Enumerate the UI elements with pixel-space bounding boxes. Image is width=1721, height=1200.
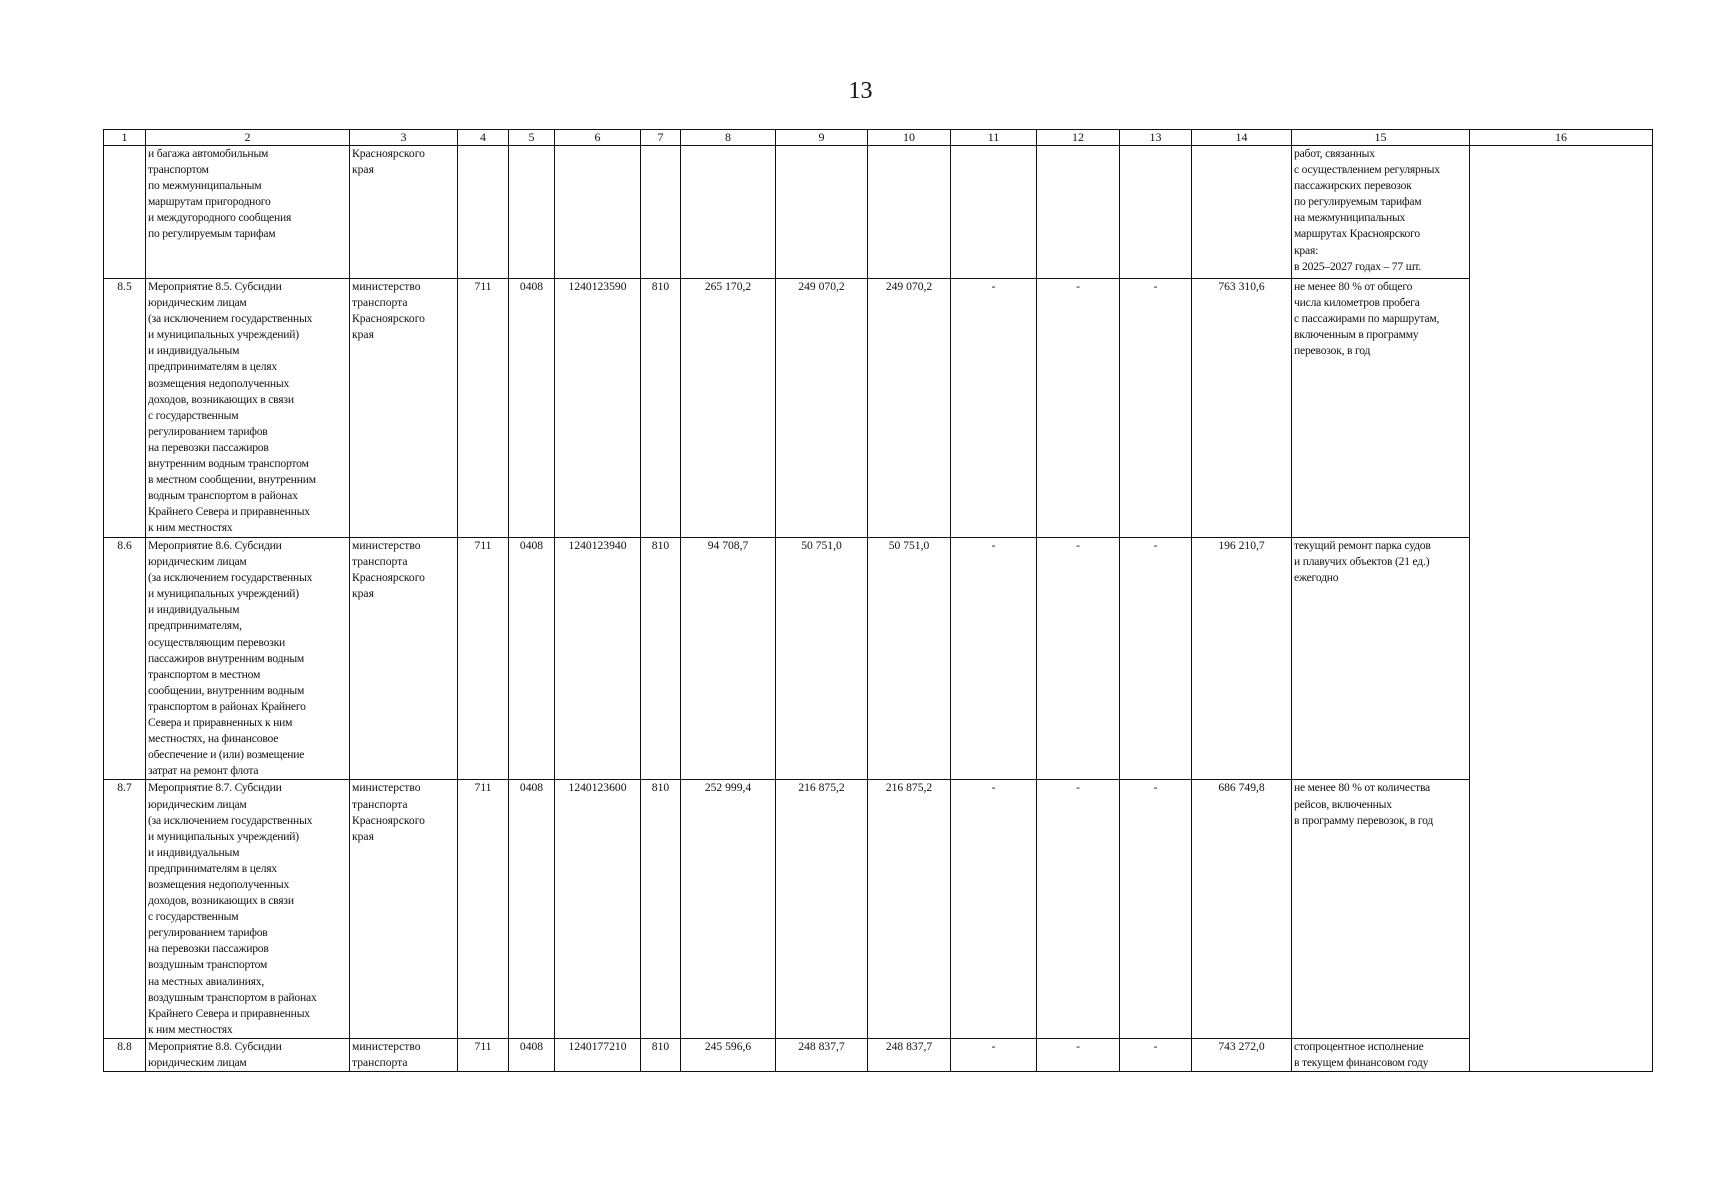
csr-code: 1240123940 [555,538,641,780]
gr-code: 711 [458,279,509,538]
row-number: 8.5 [104,279,146,538]
vr-code [641,146,681,279]
executor: Красноярского края [350,146,458,279]
table-row [104,780,1653,1039]
column-header: 2 [146,130,350,146]
rz-pr-code: 0408 [509,780,555,1039]
amount-col11: - [951,279,1037,538]
amount-col13: - [1120,1038,1192,1071]
csr-code: 1240123600 [555,780,641,1039]
column-header: 5 [509,130,555,146]
column-header: 1 [104,130,146,146]
gr-code: 711 [458,1038,509,1071]
gr-code [458,146,509,279]
amount-total: 763 310,6 [1192,279,1292,538]
amount-col9: 50 751,0 [776,538,868,780]
amount-col12: - [1037,1038,1120,1071]
activity-name: и багажа автомобильным транспортом по межмуниципальным маршрутам пригородного и междугородного сообщения по регулируемым тарифам [146,146,350,279]
column-header: 11 [951,130,1037,146]
amount-col13: - [1120,279,1192,538]
amount-col9: 248 837,7 [776,1038,868,1071]
expected-result: стопроцентное исполнение в текущем финансовом году [1292,1038,1470,1071]
column-header: 9 [776,130,868,146]
vr-code: 810 [641,1038,681,1071]
activity-name: Мероприятие 8.7. Субсидии юридическим лицам (за исключением государственных и муниципальных учреждений) и индивидуальным предпринимателям в целях возмещения недополученных доходов, возникающих в связи с государственным регулированием тарифов на перевозки пассажиров воздушным транспортом на местных авиалиниях, воздушным транспортом в районах Крайнего Севера и приравненных к ним местностях [146,780,350,1039]
amount-col9 [776,146,868,279]
amount-col8: 245 596,6 [681,1038,776,1071]
amount-col12: - [1037,780,1120,1039]
executor: министерство транспорта Красноярского края [350,538,458,780]
amount-col12: - [1037,279,1120,538]
amount-col10: 50 751,0 [868,538,951,780]
amount-col12 [1037,146,1120,279]
column-header: 14 [1192,130,1292,146]
column-header: 10 [868,130,951,146]
column-header: 6 [555,130,641,146]
amount-col10 [868,146,951,279]
csr-code [555,146,641,279]
table-row [104,279,1653,538]
amount-total: 743 272,0 [1192,1038,1292,1071]
column-header: 8 [681,130,776,146]
table-row [104,1038,1653,1071]
amount-col8 [681,146,776,279]
executor: министерство транспорта Красноярского края [350,780,458,1039]
amount-total: 196 210,7 [1192,538,1292,780]
executor: министерство транспорта Красноярского края [350,279,458,538]
amount-total [1192,146,1292,279]
row-number: 8.8 [104,1038,146,1071]
amount-col13: - [1120,780,1192,1039]
column-header: 12 [1037,130,1120,146]
amount-total: 686 749,8 [1192,780,1292,1039]
gr-code: 711 [458,538,509,780]
amount-col9: 216 875,2 [776,780,868,1039]
table-row [104,146,1653,279]
column-header: 3 [350,130,458,146]
expected-result: не менее 80 % от общего числа километров пробега с пассажирами по маршрутам, включенным в программу перевозок, в год [1292,279,1470,538]
amount-col11: - [951,538,1037,780]
rz-pr-code: 0408 [509,538,555,780]
column-header: 13 [1120,130,1192,146]
csr-code: 1240123590 [555,279,641,538]
column-16-cell [1470,146,1653,1072]
amount-col9: 249 070,2 [776,279,868,538]
expected-result: не менее 80 % от количества рейсов, включенных в программу перевозок, в год [1292,780,1470,1039]
expected-result: работ, связанных с осуществлением регулярных пассажирских перевозок по регулируемым тарифам на межмуниципальных маршрутах Красноярского края: в 2025–2027 годах – 77 шт. [1292,146,1470,279]
vr-code: 810 [641,780,681,1039]
activity-name: Мероприятие 8.6. Субсидии юридическим лицам (за исключением государственных и муниципальных учреждений) и индивидуальным предпринимателям, осуществляющим перевозки пассажиров внутренним водным транспортом в местном сообщении, внутренним водным транспортом в районах Крайнего Севера и приравненных к ним местностях, на финансовое обеспечение и (или) возмещение затрат на ремонт флота [146,538,350,780]
column-header: 7 [641,130,681,146]
amount-col10: 248 837,7 [868,1038,951,1071]
row-number: 8.7 [104,780,146,1039]
amount-col13: - [1120,538,1192,780]
amount-col11: - [951,780,1037,1039]
executor: министерство транспорта [350,1038,458,1071]
column-number-header-row [104,130,1653,146]
expected-result: текущий ремонт парка судов и плавучих объектов (21 ед.) ежегодно [1292,538,1470,780]
column-header: 15 [1292,130,1470,146]
amount-col11: - [951,1038,1037,1071]
rz-pr-code: 0408 [509,279,555,538]
amount-col13 [1120,146,1192,279]
vr-code: 810 [641,279,681,538]
column-header: 4 [458,130,509,146]
column-header: 16 [1470,130,1653,146]
gr-code: 711 [458,780,509,1039]
rz-pr-code [509,146,555,279]
amount-col8: 252 999,4 [681,780,776,1039]
activity-name: Мероприятие 8.8. Субсидии юридическим лицам [146,1038,350,1071]
vr-code: 810 [641,538,681,780]
page-number: 13 [848,78,873,104]
amount-col11 [951,146,1037,279]
activity-name: Мероприятие 8.5. Субсидии юридическим лицам (за исключением государственных и муниципальных учреждений) и индивидуальным предпринимателям в целях возмещения недополученных доходов, возникающих в связи с государственным регулированием тарифов на перевозки пассажиров внутренним водным транспортом в местном сообщении, внутренним водным транспортом в районах Крайнего Севера и приравненных к ним местностях [146,279,350,538]
program-activities-table [103,129,1653,1072]
amount-col8: 265 170,2 [681,279,776,538]
csr-code: 1240177210 [555,1038,641,1071]
table-row [104,538,1653,780]
rz-pr-code: 0408 [509,1038,555,1071]
row-number: 8.6 [104,538,146,780]
amount-col8: 94 708,7 [681,538,776,780]
amount-col10: 249 070,2 [868,279,951,538]
row-number [104,146,146,279]
amount-col12: - [1037,538,1120,780]
amount-col10: 216 875,2 [868,780,951,1039]
